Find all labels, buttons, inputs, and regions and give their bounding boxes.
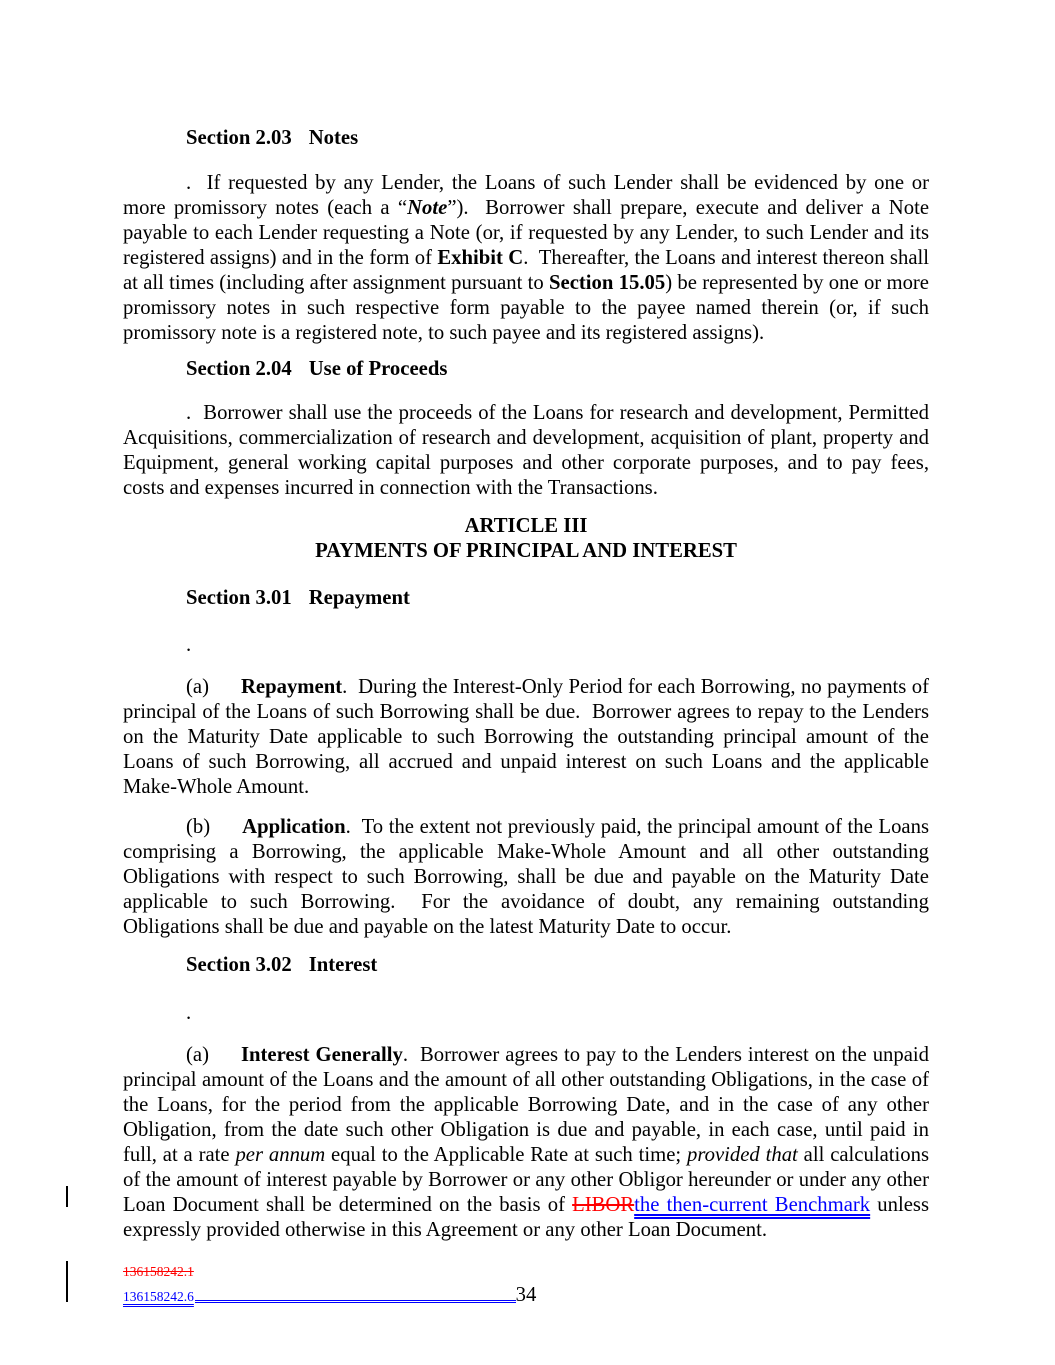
empty-clause-period: . xyxy=(186,1002,192,1024)
section-title: Interest xyxy=(308,954,378,976)
paragraph-interest-generally-a: (a) Interest Generally. Borrower agrees to pay to the Lenders interest on the unpaid principal amount of the Loans and the amount of all other outstanding Obligations, in the case of the Loans, for the period from the applicable Borrowing Date, and in the case of any other Obligation, from the date such other Obligation is due and payable, in each case, until paid in full, at a rate per annum equal to the Applicable Rate at such time; provided that all calculations of the amount of interest payable by Borrower or any other Obligor hereunder or under any other Loan Document shall be determined on the basis of LIBORthe then-current Benchmark unless expressly provided otherwise in this Agreement or any other Loan Document. xyxy=(123,1044,930,1241)
section-title: Use of Proceeds xyxy=(308,358,448,380)
paragraph-repayment-a: (a) Repayment. During the Interest-Only Period for each Borrowing, no payments of principal of the Loans of such Borrowing shall be due. Borrower agrees to repay to the Lenders on the Maturity Date applicable to such Borrowing the outstanding principal amount of the Loans of such Borrowing, all accrued and unpaid interest on such Loans and the applicable Make-Whole Amount. xyxy=(123,676,929,798)
section-heading-3-02 xyxy=(123,953,929,978)
section-number: Section 3.01 xyxy=(186,587,292,609)
article-heading xyxy=(123,514,929,564)
empty-clause-period: . xyxy=(186,634,192,656)
section-number: Section 2.04 xyxy=(186,358,292,380)
page-number: 34 xyxy=(515,1284,537,1306)
inserted-doc-number: 136158242.6 xyxy=(123,1289,194,1304)
article-number: ARTICLE III xyxy=(464,515,588,537)
article-title: PAYMENTS OF PRINCIPAL AND INTEREST xyxy=(315,540,737,562)
change-bar xyxy=(66,1261,68,1302)
section-number: Section 2.03 xyxy=(186,127,292,149)
footer-deleted-doc-id xyxy=(123,1259,929,1284)
deleted-doc-number: 136158242.1 xyxy=(123,1264,194,1279)
paragraph-notes: . If requested by any Lender, the Loans of such Lender shall be evidenced by one or more promissory notes (each a “Note”). Borrower shall prepare, execute and deliver a Note payable to each Lender requesting a Note (or, if requested by any Lender, to such Lender and its registered assigns) and in the form of Exhibit C. Thereafter, the Loans and interest thereon shall at all times (including after assignment pursuant to Section 15.05) be represented by one or more promissory notes in such respective form payable to the payee named therein (or, if such promissory note is a registered note, to such payee and its registered assigns). xyxy=(123,172,930,344)
change-bar xyxy=(66,1186,68,1207)
section-title: Notes xyxy=(308,127,359,149)
paragraph-application-b: (b) Application. To the extent not previously paid, the principal amount of the Loans comprising a Borrowing, the applicable Make-Whole Amount and all other outstanding Obligations with respect to such Borrowing, shall be due and payable on the Maturity Date applicable to such Borrowing. For the avoidance of doubt, any remaining outstanding Obligations shall be due and payable on the latest Maturity Date to occur. xyxy=(123,816,929,938)
section-number: Section 3.02 xyxy=(186,954,292,976)
section-heading-2-03 xyxy=(123,126,929,151)
paragraph-use-of-proceeds: . Borrower shall use the proceeds of the Loans for research and development, Permitted Acquisitions, commercialization of research and development, acquisition of plant, property and Equipment, general working capital purposes and other corporate purposes, and to pay fees, costs and expenses incurred in connection with the Transactions. xyxy=(123,402,929,499)
section-heading-2-04 xyxy=(123,357,929,382)
section-heading-3-01 xyxy=(123,586,929,611)
section-title: Repayment xyxy=(308,587,410,609)
